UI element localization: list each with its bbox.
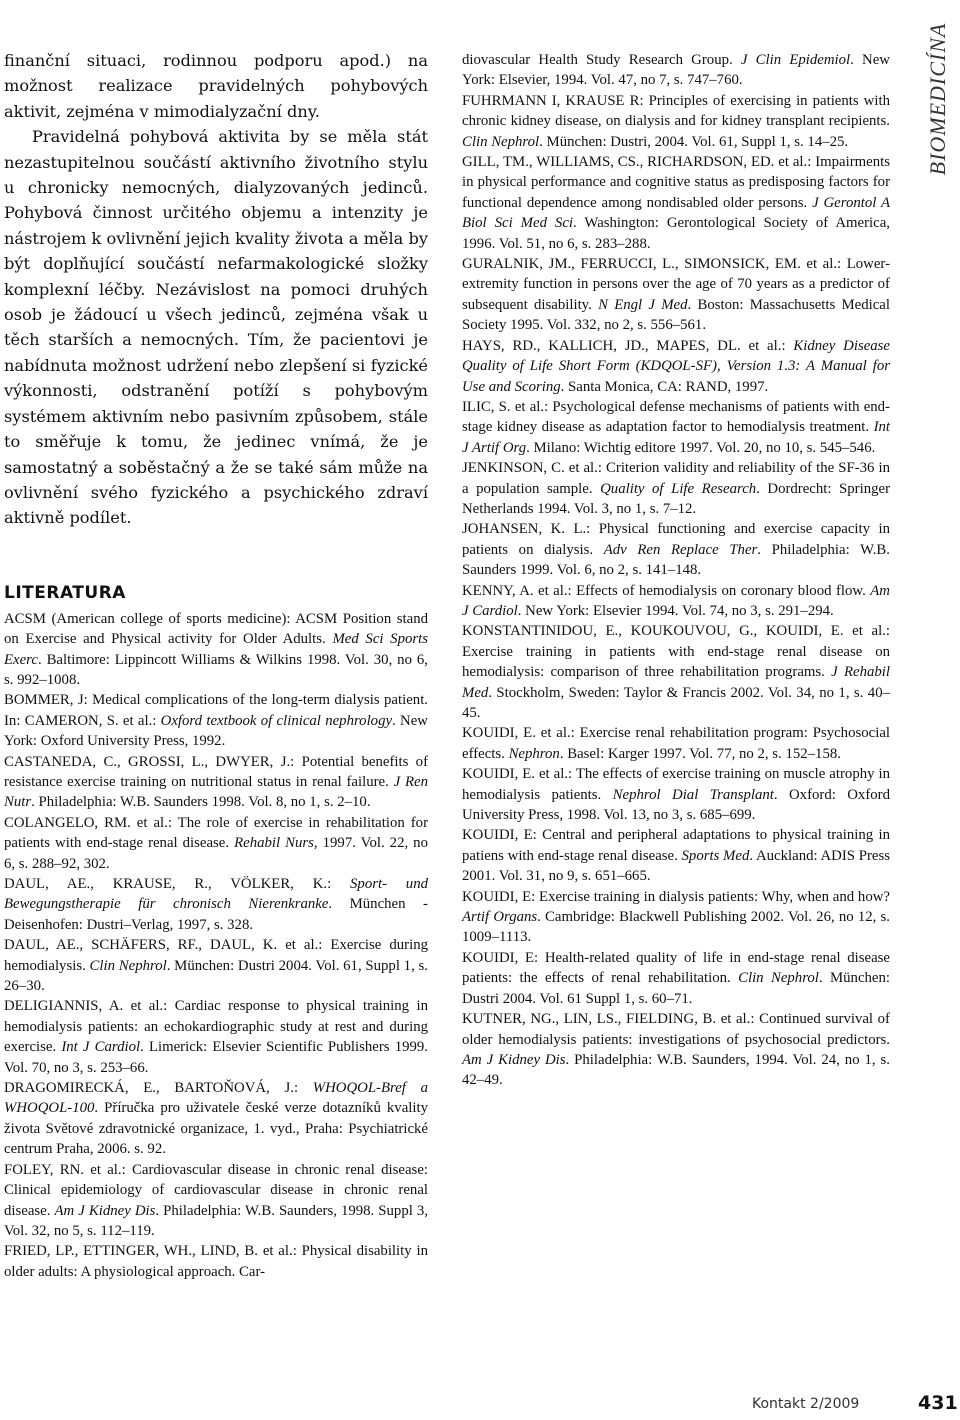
reference-source-title: Clin Nephrol <box>89 957 167 974</box>
reference-text: diovascular Health Study Research Group. <box>462 52 741 68</box>
reference-source-title: Int J Artif Org <box>462 419 890 456</box>
reference-publication-details: . Stockholm, Sweden: Taylor & Francis 2002. Vol. 34, no 1, s. 40–45. <box>462 684 890 721</box>
reference-text: COLANGELO, RM. et al.: The role of exercise in rehabilitation for patients with end-stage renal disease. <box>4 814 428 852</box>
left-column <box>4 48 428 1282</box>
reference-publication-details: . München: Dustri 2004. Vol. 61 Suppl 1, s. 60–71. <box>462 970 890 1007</box>
footer-page-number: 431 <box>918 1392 958 1414</box>
reference-text: CASTANEDA, C., GROSSI, L., DWYER, J.: Potential benefits of resistance exercise training on nutritional status in renal failure. <box>4 753 428 790</box>
reference-source-title: Sport- und Bewegungstherapie für chronisch Nierenkranke <box>4 876 429 913</box>
reference-publication-details: . Cambridge: Blackwell Publishing 2002. Vol. 26, no 12, s. 1009–1113. <box>462 909 890 946</box>
reference-text: JENKINSON, C. et al.: Criterion validity and reliability of the SF-36 in a population sample. <box>462 460 890 497</box>
reference-entry <box>462 581 890 622</box>
reference-text: KUTNER, NG., LIN, LS., FIELDING, B. et al.: Continued survival of older hemodialysis patients: investigations of psychosocial predictors. <box>462 1011 890 1048</box>
reference-entry <box>462 825 890 886</box>
reference-list-left <box>4 609 428 1282</box>
reference-publication-details: . New York: Oxford University Press, 1992. <box>4 712 428 750</box>
reference-publication-details: . Oxford: Oxford University Press, 1998. Vol. 13, no 3, s. 685–699. <box>462 786 890 824</box>
reference-entry <box>462 948 890 1009</box>
reference-source-title: Med Sci Sports Exerc <box>4 631 429 668</box>
reference-text: DAUL, AE., SCHÄFERS, RF., DAUL, K. et al.: Exercise during hemodialysis. <box>4 937 428 974</box>
reference-text: ILIC, S. et al.: Psychological defense mechanisms of patients with end-stage kidney disease as adaptation factor to hemodialysis treatment. <box>462 398 890 436</box>
reference-entry <box>462 152 890 254</box>
reference-entry <box>462 723 890 764</box>
right-column <box>462 50 890 1091</box>
reference-text: DAUL, AE., KRAUSE, R., VÖLKER, K.: <box>4 876 351 892</box>
reference-entry <box>462 1009 890 1091</box>
reference-source-title: Quality of Life Research <box>600 480 757 497</box>
reference-text: DELIGIANNIS, A. et al.: Cardiac response to physical training in hemodialysis patients: an echokardiographic study at rest and during exercise. <box>4 998 428 1056</box>
body-paragraph-2 <box>4 124 428 531</box>
reference-publication-details: . Philadelphia: W.B. Saunders, 1994. Vol. 24, no 1, s. 42–49. <box>462 1051 890 1089</box>
body-paragraph-1: finanční situaci, rodinnou podporu apod.) na možnost realizace pravidelných pohybových aktivit, zejména v mimodialyzační dny. <box>4 51 428 121</box>
reference-entry <box>4 609 428 691</box>
reference-source-title: Am J Kidney Dis <box>462 1051 566 1068</box>
reference-text: DRAGOMIRECKÁ, E., BARTOŇOVÁ, J.: <box>4 1080 313 1097</box>
reference-entry <box>4 874 428 935</box>
reference-entry <box>462 764 890 825</box>
reference-source-title: Kidney Disease Quality of Life Short Form (KDQOL-SF), Version 1.3: A Manual for Use and Scoring <box>462 337 890 395</box>
reference-entry <box>4 1160 428 1242</box>
reference-publication-details: . Milano: Wichtig editore 1997. Vol. 20, no 10, s. 545–546. <box>526 439 876 456</box>
reference-source-title: J Gerontol A Biol Sci Med Sci <box>462 194 890 232</box>
reference-text: FOLEY, RN. et al.: Cardiovascular disease in chronic renal disease: Clinical epidemiology of cardiovascular disease in chronic renal disease. <box>4 1161 428 1219</box>
reference-entry <box>462 621 890 723</box>
reference-text: KOUIDI, E. et al.: Exercise renal rehabilitation program: Psychosocial effects. <box>462 725 890 762</box>
reference-publication-details: . Philadelphia: W.B. Saunders 1999. Vol. 6, no 2, s. 141–148. <box>462 541 890 579</box>
reference-text: KENNY, A. et al.: Effects of hemodialysis on coronary blood flow. <box>462 582 871 599</box>
reference-source-title: J Clin Epidemiol <box>740 52 851 68</box>
reference-text: KONSTANTINIDOU, E., KOUKOUVOU, G., KOUIDI, E. et al.: Exercise training in patients with end-stage renal disease on hemodialysis: comparison of three rehabilitation programs. <box>462 623 890 681</box>
reference-text: JOHANSEN, K. L.: Physical functioning and exercise capacity in patients on dialysis. <box>462 521 890 558</box>
reference-publication-details: . München: Dustri, 2004. Vol. 61, Suppl 1, s. 14–25. <box>539 133 849 150</box>
reference-publication-details: . Philadelphia: W.B. Saunders, 1998. Suppl 3, Vol. 32, no 5, s. 112–119. <box>4 1202 428 1239</box>
reference-publication-details: . Santa Monica, CA: RAND, 1997. <box>560 378 769 395</box>
reference-list-right <box>462 50 890 1091</box>
reference-publication-details: . Washington: Gerontological Society of America, 1996. Vol. 51, no 6, s. 283–288. <box>462 215 890 252</box>
reference-entry <box>4 813 428 874</box>
reference-text: HAYS, RD., KALLICH, JD., MAPES, DL. et al.: <box>462 337 794 354</box>
reference-source-title: Int J Cardiol <box>61 1039 141 1056</box>
reference-source-title: J Ren Nutr <box>4 773 429 811</box>
reference-entry <box>4 752 428 813</box>
reference-source-title: Sports Med <box>681 847 750 864</box>
reference-publication-details: . Philadelphia: W.B. Saunders 1998. Vol. 8, no 1, s. 2–10. <box>31 794 371 811</box>
reference-text: GURALNIK, JM., FERRUCCI, L., SIMONSICK, EM. et al.: Lower-extremity function in persons over the age of 70 years as a predictor of subsequent disability. <box>462 256 890 313</box>
reference-entry <box>4 690 428 751</box>
reference-publication-details: . Basel: Karger 1997. Vol. 77, no 2, s. 152–158. <box>559 745 841 762</box>
reference-publication-details: . Auckland: ADIS Press 2001. Vol. 31, no 9, s. 651–665. <box>462 847 890 885</box>
reference-entry <box>462 887 890 948</box>
reference-publication-details: . Dordrecht: Springer Netherlands 1994. Vol. 3, no 1, s. 7–12. <box>462 480 890 517</box>
reference-source-title: Nephron <box>508 745 560 762</box>
reference-text: KOUIDI, E. et al.: The effects of exercise training on muscle atrophy in hemodialysis patients. <box>462 766 890 803</box>
reference-source-title: Adv Ren Replace Ther <box>603 541 758 558</box>
reference-entry <box>462 50 890 91</box>
reference-source-title: Artif Organs <box>462 909 538 926</box>
reference-publication-details: . Boston: Massachusetts Medical Society 1995. Vol. 332, no 2, s. 556–561. <box>462 296 890 334</box>
reference-publication-details: . Baltimore: Lippincott Williams & Wilkins 1998. Vol. 30, no 6, s. 992–1008. <box>4 651 428 688</box>
reference-publication-details: . Limerick: Elsevier Scientific Publishers 1999. Vol. 70, no 3, s. 253–66. <box>4 1039 428 1076</box>
reference-source-title: N Engl J Med <box>598 296 688 313</box>
reference-publication-details: , 1997. Vol. 22, no 6, s. 288–92, 302. <box>4 835 428 872</box>
reference-text: KOUIDI, E: Exercise training in dialysis patients: Why, when and how? <box>462 888 890 905</box>
footer-journal-issue: Kontakt 2/2009 <box>752 1396 860 1412</box>
reference-text: KOUIDI, E: Health-related quality of life in end-stage renal disease patients: the effects of renal rehabilitation. <box>462 949 890 987</box>
reference-text: FRIED, LP., ETTINGER, WH., LIND, B. et al.: Physical disability in older adults: A physiological approach. Car- <box>4 1243 428 1280</box>
reference-text: ACSM (American college of sports medicine): ACSM Position stand on Exercise and Physical activity for Older Adults. <box>4 610 428 648</box>
reference-source-title: Clin Nephrol <box>462 133 540 150</box>
reference-source-title: Am J Cardiol <box>462 582 890 619</box>
reference-entry <box>462 519 890 580</box>
body-paragraph-2-text: Pravidelná pohybová aktivita by se měla stát nezastupitelnou součástí aktivního životního stylu u chronicky nemocných, dialyzovaných jedinců. Pohybová činnost určitého objemu a intenzity je nástrojem k ovlivnění jejich kvality života a měla by být doplňující součástí nefarmakologické složky komplexní léčby. Nezávislost na pomoci druhých osob je žádoucí u všech jedinců, zejména však u těch starších a nemocných. Tím, že pacientovi je nabídnuta možnost udržení nebo zlepšení si fyzické výkonnosti, odstranění potíží s pohybovým systémem aktivním nebo pasivním způsobem, stále to směřuje k tomu, že jedinec vnímá, že je samostatný a soběstačný a že se také sám může na ovlivnění svého fyzického a psychického zdraví aktivně podílet. <box>4 127 428 528</box>
reference-entry <box>462 397 890 458</box>
reference-source-title: Clin Nephrol <box>738 970 819 987</box>
reference-entry <box>4 1241 428 1282</box>
reference-entry <box>462 458 890 519</box>
reference-source-title: WHOQOL-Bref a WHOQOL-100 <box>4 1080 428 1117</box>
reference-entry <box>4 1078 428 1160</box>
reference-source-title: Nephrol Dial Transplant <box>612 786 774 803</box>
literature-heading: LITERATURA <box>4 582 126 603</box>
reference-text: KOUIDI, E: Central and peripheral adaptations to physical training in patiens with end-stage renal disease. <box>462 827 890 864</box>
reference-entry <box>462 91 890 152</box>
reference-source-title: Oxford textbook of clinical nephrology <box>160 712 393 729</box>
section-side-label: BIOMEDICÍNA <box>925 22 950 176</box>
reference-publication-details: . New York: Elsevier 1994. Vol. 74, no 3, s. 291–294. <box>517 602 834 619</box>
reference-source-title: Am J Kidney Dis <box>54 1202 156 1219</box>
reference-source-title: J Rehabil Med <box>462 664 890 701</box>
reference-entry <box>4 935 428 996</box>
reference-entry <box>462 336 890 397</box>
reference-publication-details: . New York: Elsevier, 1994. Vol. 47, no 7, s. 747–760. <box>462 52 890 89</box>
reference-text: BOMMER, J: Medical complications of the long-term dialysis patient. In: CAMERON, S. et al.: <box>4 692 428 729</box>
reference-entry <box>462 254 890 336</box>
reference-publication-details: . München: Dustri 2004. Vol. 61, Suppl 1, s. 26–30. <box>4 957 428 995</box>
reference-source-title: Rehabil Nurs <box>234 835 314 852</box>
reference-publication-details: . Příručka pro uživatele české verze dotazníků kvality života Světové zdravotnické organizace, 1. vyd., Praha: Psychiatrické centrum Praha, 2006. s. 92. <box>4 1100 428 1158</box>
reference-text: GILL, TM., WILLIAMS, CS., RICHARDSON, ED. et al.: Impairments in physical performance and cognitive status as predisposing factors for functional dependence among nondisabled older persons. <box>462 154 890 211</box>
reference-publication-details: . München -Deisenhofen: Dustri–Verlag, 1997, s. 328. <box>4 896 428 933</box>
reference-text: FUHRMANN I, KRAUSE R: Principles of exercising in patients with chronic kidney disease, on dialysis and for kidney transplant recipients. <box>462 92 890 130</box>
reference-entry <box>4 996 428 1078</box>
